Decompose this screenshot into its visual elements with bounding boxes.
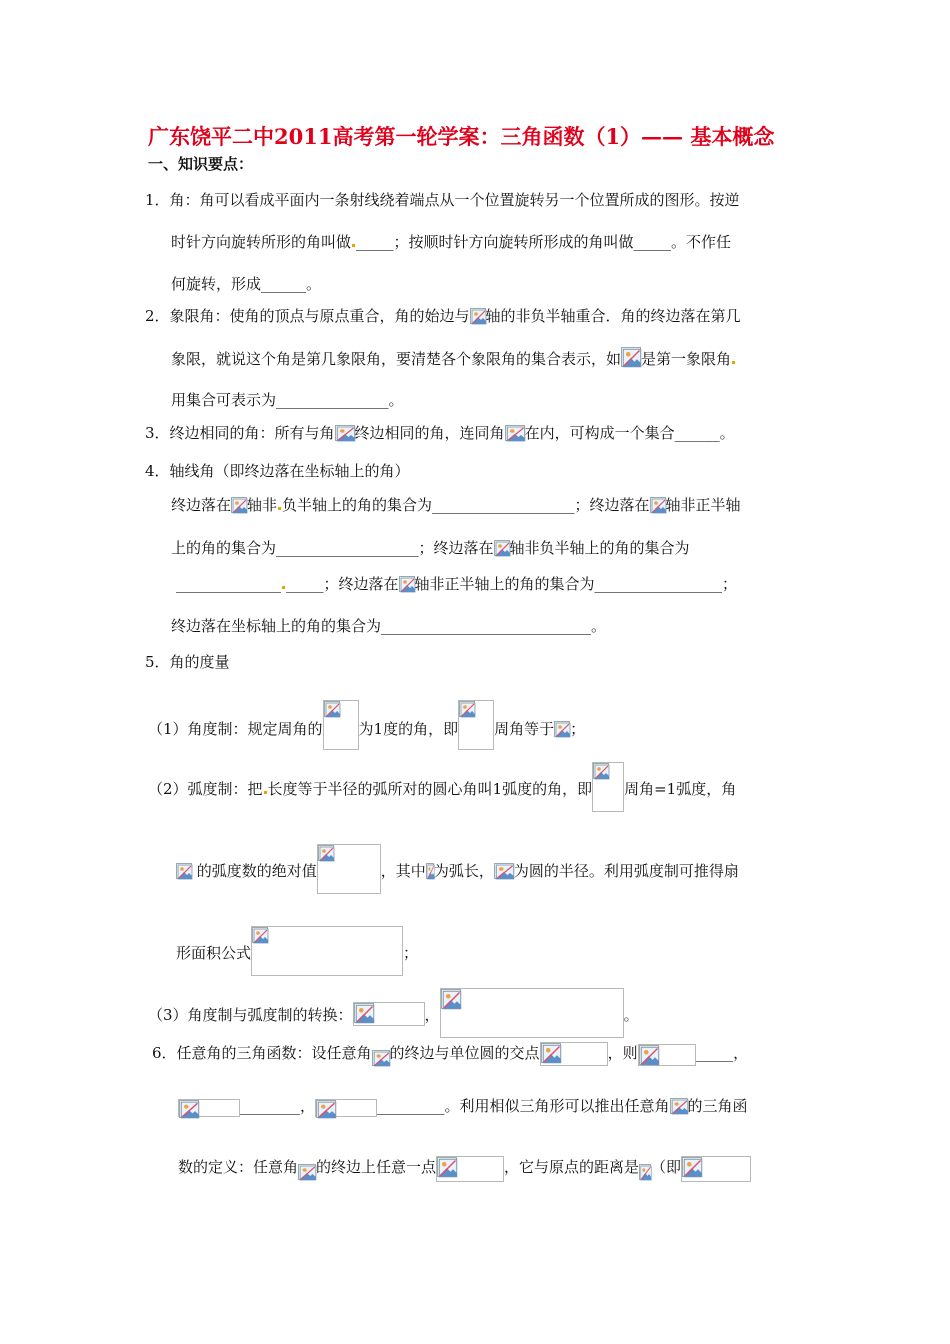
formula-image-box [540,1042,608,1066]
item4-heading: 4．轴线角（即终边落在坐标轴上的角） [145,462,410,480]
item4-line1 [171,495,741,515]
item2-line1 [145,306,741,326]
item6-line2-text-c: 的三角函 [687,1097,748,1115]
item5-para3-text-d: 为圆的半径。利用弧度制可推得扇 [513,862,739,880]
item5-para1-text-c: 周角等于 [494,720,555,738]
item4-line1-text-d: 轴非正半轴 [665,496,741,514]
item2-line2 [171,347,736,369]
broken-image-icon [179,1100,199,1118]
item2-line3: 用集合可表示为_______________。 [171,391,404,409]
item5-para2-text-a: （2）弧度制：把 [148,780,263,798]
broken-image-icon [639,1045,659,1065]
broken-image-icon [682,1157,702,1177]
broken-image-icon [318,845,334,861]
broken-image-icon [252,927,268,943]
item1-line2-text-a: 时针方向旋转所形的角叫做 [171,233,352,251]
item4-line3 [176,574,737,594]
item1-line2-text-b: _____；按顺时针方向旋转所形成的角叫做_____。不作任 [356,233,732,251]
item4-line1-text-b: 轴非 [247,496,278,514]
broken-image-icon [441,989,461,1009]
item6-line3-text-d: （即 [651,1158,682,1176]
item1-line1: 1．角：角可以看成平面内一条射线绕着端点从一个位置旋转另一个位置所成的图形。按逆 [145,191,740,209]
broken-image-icon [324,701,340,717]
item1-line3: 何旋转，形成______。 [171,275,322,293]
broken-image-icon [426,863,434,879]
item2-line2-text-b: 是第一象限角 [641,350,732,368]
broken-image-icon [372,1050,390,1066]
item5-para2-text-c: 周角=1弧度，角 [624,780,737,798]
broken-image-icon [593,763,609,779]
broken-image-icon [459,701,475,717]
broken-image-icon [541,1043,561,1063]
broken-image-icon [505,425,525,441]
item5-para1-text-d: ； [570,720,586,738]
item4-line4: 终边落在坐标轴上的角的集合为____________________________。 [171,617,607,635]
item5-para1 [148,700,585,750]
item3-text-b: 终边相同的角，连同角 [354,424,505,442]
section-heading: 一、知识要点： [148,155,254,173]
broken-image-icon [494,863,514,879]
broken-image-icon [670,1098,688,1114]
item2-line1-text-b: 轴的非负半轴重合．角的终边落在第几 [485,307,741,325]
formula-image-box [458,700,494,750]
formula-image-box [592,762,624,812]
item5-para4-text-a: 形面积公式 [176,944,252,962]
item6-line1-text-b: 的终边与单位圆的交点 [389,1044,540,1062]
item5-para5-text-b: ， [424,1006,440,1024]
item5-para1-text-a: （1）角度制：规定周角的 [148,720,323,738]
item5-para5-text-c: 。 [623,1006,639,1024]
page-title: 广东饶平二中2011高考第一轮学案：三角函数（1）—— 基本概念 [148,124,775,149]
item5-para3 [176,844,739,894]
item5-para3-text-a: 的弧度数的绝对值 [196,862,317,880]
item4-line3-text-b: _____；终边落在 [286,575,399,593]
item2-line2-text-a: 象限，就说这个角是第几象限角，要清楚各个象限角的集合表示，如 [171,350,622,368]
broken-image-icon [335,425,355,441]
broken-image-icon [650,497,666,513]
emphasis-dot [264,791,267,794]
item6-line2-text-a: ________， [240,1097,316,1115]
emphasis-dot [352,244,355,247]
item2-line1-text-a: 2．象限角：使角的顶点与原点重合，角的始边与 [145,307,470,325]
broken-image-icon [554,721,570,737]
broken-image-icon [316,1100,336,1118]
broken-image-icon [639,1164,651,1180]
item5-para3-text-c: 为弧长， [433,862,494,880]
item4-line2-text-b: 轴非负半轴上的角的集合为 [509,539,690,557]
item1-line2 [171,232,731,252]
item4-line3-text-a: ______________ [176,575,281,593]
broken-image-icon [176,863,192,879]
item6-line2 [178,1096,748,1117]
item6-line1-text-a: 6．任意角的三角函数：设任意角 [152,1044,372,1062]
item6-line1-text-d: _____， [695,1044,749,1062]
item3-line [145,423,735,443]
broken-image-icon [437,1157,457,1177]
item4-line2 [171,538,690,558]
formula-image-box [317,844,381,894]
item6-line3-text-b: 的终边上任意一点 [316,1158,437,1176]
item4-line1-text-c: 负半轴上的角的集合为___________________；终边落在 [282,496,650,514]
emphasis-dot [282,586,285,589]
item6-line1 [152,1042,748,1066]
emphasis-dot [278,507,281,510]
broken-image-icon [354,1003,374,1023]
formula-image-box [440,988,624,1038]
item5-para4-text-b: ； [403,944,419,962]
broken-image-icon [298,1164,316,1180]
item5-para5 [148,988,639,1038]
broken-image-icon [470,308,486,324]
item5-para2-text-b: 长度等于半径的弧所对的圆心角叫1弧度的角，即 [267,780,593,798]
item5-para1-text-b: 为1度的角，即 [358,720,459,738]
item5-para2 [148,762,736,812]
broken-image-icon [399,576,415,592]
item3-text-a: 3．终边相同的角：所有与角 [145,424,335,442]
item5-heading: 5．角的度量 [145,653,230,671]
item5-para5-text-a: （3）角度制与弧度制的转换： [148,1006,353,1024]
broken-image-icon [621,347,641,367]
formula-image-box [178,1099,240,1117]
item6-line3-text-a: 数的定义：任意角 [178,1158,299,1176]
item6-line1-text-c: ，则 [607,1044,638,1062]
item5-para3-text-b: ，其中 [380,862,426,880]
formula-image-box [681,1156,751,1182]
item3-text-c: 在内，可构成一个集合______。 [524,424,735,442]
broken-image-icon [494,540,510,556]
item6-line2-text-b: _________。利用相似三角形可以推出任意角 [377,1097,670,1115]
item6-line3 [178,1156,751,1182]
formula-image-box [323,700,359,750]
item5-para4 [176,926,418,976]
formula-image-box [251,926,403,976]
formula-image-box [436,1156,504,1182]
emphasis-dot [732,361,735,364]
item4-line1-text-a: 终边落在 [171,496,232,514]
broken-image-icon [231,497,247,513]
formula-image-box [353,1002,425,1026]
formula-image-box [638,1044,696,1066]
item6-line3-text-c: ，它与原点的距离是 [504,1158,640,1176]
item4-line2-text-a: 上的角的集合为___________________；终边落在 [171,539,494,557]
item4-line3-text-c: 轴非正半轴上的角的集合为_________________； [414,575,738,593]
formula-image-box [315,1099,377,1117]
